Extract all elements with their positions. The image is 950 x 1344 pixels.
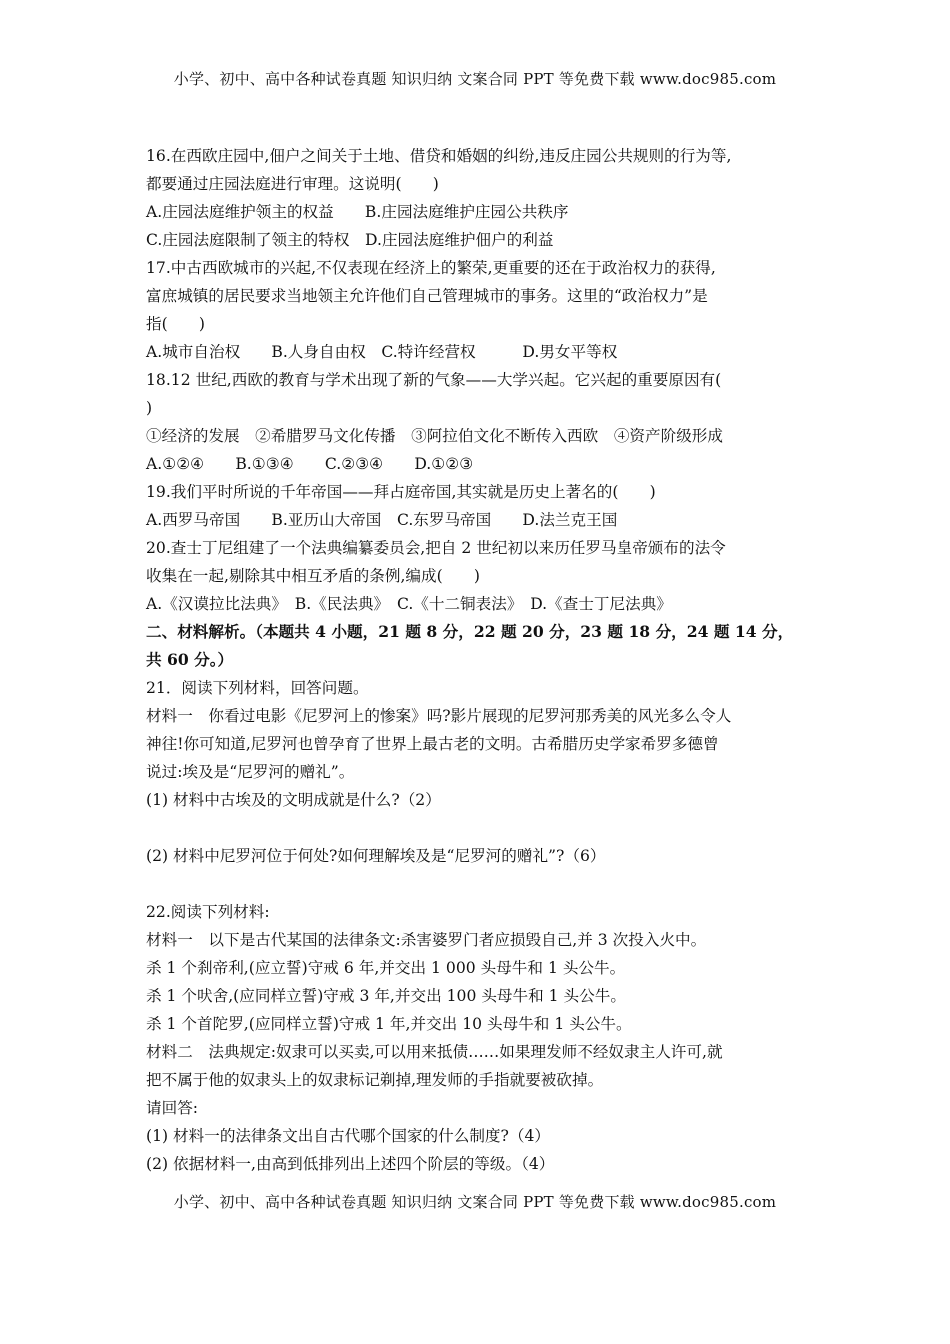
q16-options-cd: C.庄园法庭限制了领主的特权 D.庄园法庭维护佃户的利益: [146, 231, 554, 249]
q17-stem-line2: 富庶城镇的居民要求当地领主允许他们自己管理城市的事务。这里的“政治权力”是: [146, 287, 708, 305]
q21-material1-line3: 说过:埃及是“尼罗河的赠礼”。: [146, 763, 355, 781]
q22-subquestion1: (1) 材料一的法律条文出自古代哪个国家的什么制度?（4）: [146, 1127, 550, 1145]
q21-title: 21．阅读下列材料，回答问题。: [146, 679, 369, 697]
q16-stem-line2: 都要通过庄园法庭进行审理。这说明( ): [146, 175, 439, 193]
page-header: 小学、初中、高中各种试卷真题 知识归纳 文案合同 PPT 等免费下载 www.doc985.com: [173, 70, 777, 88]
section2-heading-line1: 二、材料解析。（本题共 4 小题，21 题 8 分，22 题 20 分，23 题 18 分，24 题 14 分，: [146, 622, 794, 641]
answer-space: [146, 870, 820, 898]
q16-stem-line1: 16.在西欧庄园中,佃户之间关于土地、借贷和婚姻的纠纷,违反庄园公共规则的行为等,: [146, 147, 732, 165]
q22-material1-line1: 材料一 以下是古代某国的法律条文:杀害婆罗门者应损毁自己,并 3 次投入火中。: [146, 931, 707, 949]
q19-stem: 19.我们平时所说的千年帝国——拜占庭帝国,其实就是历史上著名的( ): [146, 483, 656, 501]
exam-content: [146, 142, 820, 1178]
q22-material2-line2: 把不属于他的奴隶头上的奴隶标记剃掉,理发师的手指就要被砍掉。: [146, 1071, 604, 1089]
q17-stem-line3: 指( ): [146, 315, 205, 333]
q20-stem-line2: 收集在一起,剔除其中相互矛盾的条例,编成( ): [146, 567, 480, 585]
page-footer: 小学、初中、高中各种试卷真题 知识归纳 文案合同 PPT 等免费下载 www.doc985.com: [173, 1193, 777, 1211]
q21-material1-line2: 神往!你可知道,尼罗河也曾孕育了世界上最古老的文明。古希腊历史学家希罗多德曾: [146, 735, 719, 753]
answer-space: [146, 814, 820, 842]
q22-material1-line2: 杀 1 个刹帝利,(应立誓)守戒 6 年,并交出 1 000 头母牛和 1 头公牛。: [146, 959, 626, 977]
q20-stem-line1: 20.查士丁尼组建了一个法典编纂委员会,把自 2 世纪初以来历任罗马皇帝颁布的法令: [146, 539, 726, 557]
q22-title: 22.阅读下列材料:: [146, 903, 270, 921]
q18-items: ①经济的发展 ②希腊罗马文化传播 ③阿拉伯文化不断传入西欧 ④资产阶级形成: [146, 427, 723, 445]
q16-options-ab: A.庄园法庭维护领主的权益 B.庄园法庭维护庄园公共秩序: [146, 203, 569, 221]
q21-subquestion1: (1) 材料中古埃及的文明成就是什么?（2）: [146, 791, 441, 809]
q19-options: A.西罗马帝国 B.亚历山大帝国 C.东罗马帝国 D.法兰克王国: [146, 511, 618, 529]
q17-stem-line1: 17.中古西欧城市的兴起,不仅表现在经济上的繁荣,更重要的还在于政治权力的获得,: [146, 259, 716, 277]
q20-options: A.《汉谟拉比法典》 B.《民法典》 C.《十二铜表法》 D.《查士丁尼法典》: [146, 595, 672, 613]
q18-options: A.①②④ B.①③④ C.②③④ D.①②③: [146, 455, 474, 473]
q17-options: A.城市自治权 B.人身自由权 C.特许经营权 D.男女平等权: [146, 343, 618, 361]
q21-subquestion2: (2) 材料中尼罗河位于何处?如何理解埃及是“尼罗河的赠礼”?（6）: [146, 847, 606, 865]
section2-heading-line2: 共 60 分。）: [146, 650, 234, 669]
q21-material1-line1: 材料一 你看过电影《尼罗河上的惨案》吗?影片展现的尼罗河那秀美的风光多么令人: [146, 707, 732, 725]
q18-stem-line2: ): [146, 399, 153, 417]
q22-prompt: 请回答:: [146, 1099, 199, 1117]
q22-material1-line4: 杀 1 个首陀罗,(应同样立誓)守戒 1 年,并交出 10 头母牛和 1 头公牛。: [146, 1015, 632, 1033]
q22-subquestion2: (2) 依据材料一,由高到低排列出上述四个阶层的等级。（4）: [146, 1155, 555, 1173]
q22-material2-line1: 材料二 法典规定:奴隶可以买卖,可以用来抵债……如果理发师不经奴隶主人许可,就: [146, 1043, 723, 1061]
q18-stem-line1: 18.12 世纪,西欧的教育与学术出现了新的气象——大学兴起。它兴起的重要原因有(: [146, 371, 722, 389]
q22-material1-line3: 杀 1 个吠舍,(应同样立誓)守戒 3 年,并交出 100 头母牛和 1 头公牛。: [146, 987, 626, 1005]
